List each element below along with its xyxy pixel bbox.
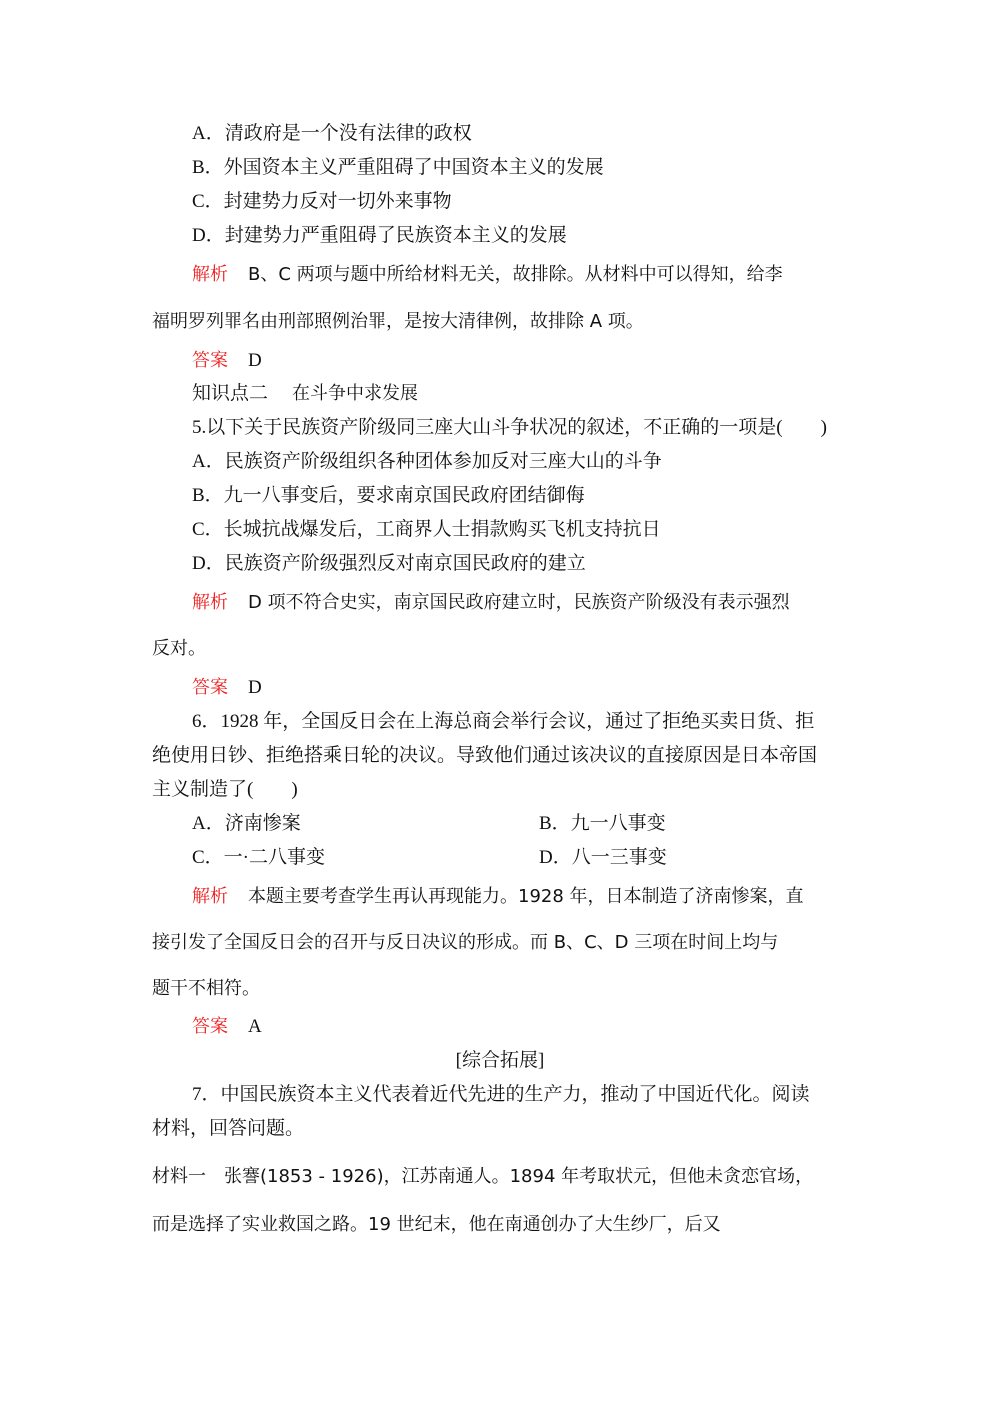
section-title: 在斗争中求发展 xyxy=(292,383,419,404)
q5-stem: 5.以下关于民族资产阶级同三座大山斗争状况的叙述，不正确的一项是( ) xyxy=(192,417,827,438)
q6-option-c: C．一·二八事变 xyxy=(192,847,326,868)
analysis-label: 解析 xyxy=(192,886,228,907)
section-comprehensive-title: [综合拓展] xyxy=(455,1050,545,1071)
q6-stem-line-3: 主义制造了( ) xyxy=(152,779,298,800)
q4-option-c: C．封建势力反对一切外来事物 xyxy=(192,191,452,212)
q6-analysis xyxy=(192,885,804,909)
q6-option-a: A．济南惨案 xyxy=(192,813,301,834)
q5-answer xyxy=(192,676,262,700)
answer-label: 答案 xyxy=(192,1016,228,1037)
q4-analysis-line-1: B、C 两项与题中所给材料无关，故排除。从材料中可以得知，给李 xyxy=(248,264,783,285)
q4-analysis xyxy=(192,263,783,287)
answer-label: 答案 xyxy=(192,350,228,371)
q5-option-c: C．长城抗战爆发后，工商界人士捐款购买飞机支持抗日 xyxy=(192,519,661,540)
q5-option-a: A．民族资产阶级组织各种团体参加反对三座大山的斗争 xyxy=(192,451,662,472)
analysis-label: 解析 xyxy=(192,264,228,285)
q5-answer-value: D xyxy=(248,677,262,698)
q7-stem-line-2: 材料，回答问题。 xyxy=(152,1118,305,1139)
q6-stem-line-2: 绝使用日钞、拒绝搭乘日轮的决议。导致他们通过该决议的直接原因是日本帝国 xyxy=(152,745,818,766)
q7-stem-line-1: 7．中国民族资本主义代表着近代先进的生产力，推动了中国近代化。阅读 xyxy=(192,1084,810,1105)
q6-analysis-line-3: 题干不相符。 xyxy=(152,978,260,999)
q5-option-b: B．九一八事变后，要求南京国民政府团结御侮 xyxy=(192,485,585,506)
section-label: 知识点二 xyxy=(192,383,269,404)
section-heading xyxy=(192,382,418,406)
q4-option-b: B．外国资本主义严重阻碍了中国资本主义的发展 xyxy=(192,157,604,178)
answer-label: 答案 xyxy=(192,677,228,698)
q5-analysis xyxy=(192,591,790,615)
q6-option-b: B．九一八事变 xyxy=(539,813,666,834)
q4-answer xyxy=(192,349,262,373)
q4-option-a: A．清政府是一个没有法律的政权 xyxy=(192,123,472,144)
q4-analysis-line-2: 福明罗列罪名由刑部照例治罪，是按大清律例，故排除 A 项。 xyxy=(152,311,644,332)
material-label: 材料一 xyxy=(152,1166,206,1187)
q5-analysis-line-2: 反对。 xyxy=(152,638,206,659)
q5-analysis-line-1: D 项不符合史实，南京国民政府建立时，民族资产阶级没有表示强烈 xyxy=(248,592,790,613)
q4-option-d: D．封建势力严重阻碍了民族资本主义的发展 xyxy=(192,225,567,246)
q5-option-d: D．民族资产阶级强烈反对南京国民政府的建立 xyxy=(192,553,586,574)
q4-answer-value: D xyxy=(248,350,262,371)
analysis-label: 解析 xyxy=(192,592,228,613)
q6-stem-line-1: 6．1928 年，全国反日会在上海总商会举行会议，通过了拒绝买卖日货、拒 xyxy=(192,711,815,732)
q7-material-line-2: 而是选择了实业救国之路。19 世纪末，他在南通创办了大生纱厂，后又 xyxy=(152,1214,721,1235)
q6-answer xyxy=(192,1015,262,1039)
q6-option-d: D．八一三事变 xyxy=(539,847,667,868)
q7-material-line-1: 张謇(1853 - 1926)，江苏南通人。1894 年考取状元，但他未贪恋官场， xyxy=(224,1166,814,1187)
q6-analysis-line-1: 本题主要考查学生再认再现能力。1928 年，日本制造了济南惨案，直 xyxy=(248,886,804,907)
q7-material-1 xyxy=(152,1165,813,1189)
q6-answer-value: A xyxy=(248,1016,262,1037)
q6-analysis-line-2: 接引发了全国反日会的召开与反日决议的形成。而 B、C、D 三项在时间上均与 xyxy=(152,932,779,953)
